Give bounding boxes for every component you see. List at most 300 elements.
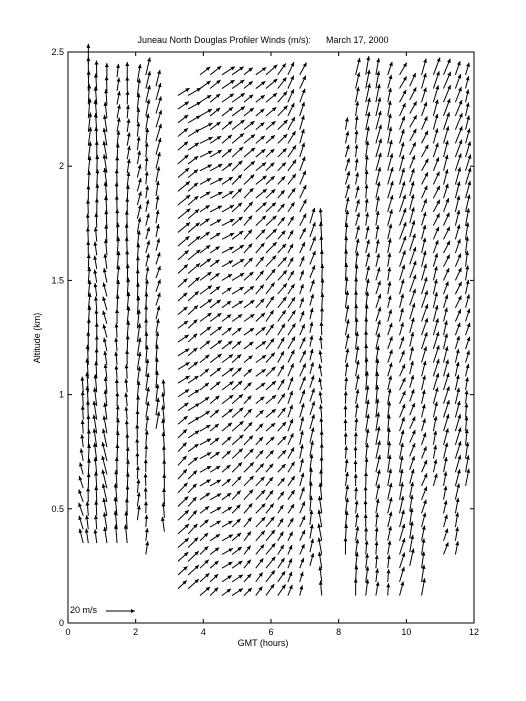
wind-vector — [356, 375, 360, 390]
wind-vector — [364, 514, 368, 527]
wind-vector — [345, 363, 349, 377]
wind-vector — [266, 93, 277, 102]
wind-vector — [256, 243, 265, 253]
wind-vector — [200, 299, 212, 308]
wind-vector — [135, 410, 139, 424]
wind-vector — [244, 328, 254, 335]
wind-vector — [266, 229, 277, 239]
wind-vector — [178, 264, 188, 273]
wind-vector — [410, 549, 415, 566]
wind-vector — [345, 459, 349, 472]
wind-vector — [188, 305, 198, 314]
wind-vector — [188, 277, 199, 287]
wind-vector — [422, 390, 426, 404]
wind-vector — [266, 242, 277, 253]
wind-vector — [146, 401, 150, 417]
wind-vector — [137, 93, 141, 109]
wind-vector — [178, 155, 189, 164]
wind-vector — [137, 178, 141, 191]
wind-vector — [466, 294, 470, 308]
wind-vector — [222, 121, 232, 130]
wind-vector — [256, 397, 265, 404]
wind-vector — [244, 95, 253, 103]
wind-vector — [310, 427, 315, 442]
wind-vector — [94, 283, 98, 296]
wind-vector — [266, 570, 275, 582]
wind-vector — [376, 307, 381, 321]
wind-vector — [178, 566, 188, 575]
wind-vector — [355, 101, 359, 116]
wind-vector — [278, 351, 284, 362]
wind-vector — [146, 71, 151, 88]
wind-vector — [288, 257, 293, 266]
wind-vector — [444, 321, 448, 336]
wind-vector — [320, 443, 324, 458]
wind-vector — [422, 238, 427, 253]
wind-vector — [200, 587, 210, 596]
wind-vector — [400, 552, 406, 568]
wind-vector — [266, 490, 273, 499]
wind-vector — [443, 486, 447, 500]
wind-vector — [376, 320, 381, 335]
wind-vector — [455, 498, 459, 513]
wind-vector — [178, 538, 189, 548]
wind-vector — [78, 516, 83, 530]
wind-vector — [156, 306, 160, 320]
wind-vector — [288, 103, 294, 116]
wind-vector — [200, 259, 211, 267]
wind-vector — [232, 273, 244, 280]
wind-vector — [300, 76, 306, 89]
wind-vector — [388, 350, 393, 363]
wind-vector — [388, 512, 393, 527]
wind-vector — [288, 504, 294, 513]
wind-vector — [433, 373, 439, 390]
wind-vector — [135, 424, 139, 438]
wind-vector — [320, 456, 324, 472]
wind-vector — [81, 420, 85, 433]
wind-vector — [433, 157, 439, 171]
wind-vector — [188, 223, 200, 233]
wind-vector — [422, 513, 427, 527]
wind-vector — [87, 267, 91, 283]
wind-vector — [376, 294, 381, 308]
wind-vector — [178, 524, 189, 534]
wind-vector — [300, 185, 306, 198]
wind-vector — [222, 163, 232, 171]
wind-vector — [81, 406, 85, 420]
wind-vector — [200, 219, 210, 226]
wind-vector — [278, 190, 285, 198]
wind-vector — [188, 129, 200, 136]
wind-vector — [400, 336, 405, 348]
wind-vector — [210, 521, 221, 527]
wind-vector — [145, 186, 149, 199]
wind-vector — [178, 236, 189, 246]
wind-vector — [125, 350, 129, 365]
wind-vector — [400, 322, 404, 335]
wind-vector — [232, 368, 241, 377]
wind-vector — [87, 473, 91, 488]
wind-vector — [300, 417, 304, 431]
wind-vector — [146, 99, 151, 116]
wind-vector — [135, 452, 139, 465]
wind-vector — [232, 505, 240, 514]
wind-vector — [137, 218, 141, 233]
wind-vector — [188, 417, 200, 424]
wind-vector — [222, 80, 235, 88]
wind-vector — [222, 409, 233, 418]
wind-vector — [278, 393, 285, 403]
wind-vector — [310, 308, 314, 319]
wind-vector — [244, 258, 253, 267]
wind-vector — [444, 443, 449, 459]
wind-vector — [266, 423, 275, 431]
wind-vector — [93, 529, 97, 543]
wind-vector — [232, 245, 244, 253]
wind-vector — [376, 58, 380, 75]
wind-vector — [344, 391, 348, 404]
wind-vector — [300, 337, 306, 349]
wind-vector — [355, 116, 359, 130]
wind-vector — [300, 102, 305, 116]
wind-vector — [288, 337, 295, 349]
wind-vector — [116, 294, 120, 310]
wind-vector — [375, 555, 379, 568]
wind-vector — [146, 227, 150, 239]
wind-vector — [433, 402, 438, 418]
wind-vector — [354, 130, 358, 143]
wind-vector — [376, 182, 381, 199]
wind-vector — [79, 476, 84, 488]
wind-vector — [256, 109, 265, 116]
wind-vector — [210, 286, 220, 294]
wind-vector — [127, 132, 131, 145]
wind-vector — [376, 253, 380, 266]
x-tick-label: 4 — [200, 627, 206, 637]
wind-vector — [178, 321, 188, 329]
wind-vector — [156, 166, 160, 182]
wind-vector — [278, 337, 284, 349]
wind-vector — [318, 552, 322, 568]
wind-vector — [400, 456, 404, 472]
wind-vector — [210, 66, 221, 75]
wind-vector — [232, 354, 241, 362]
x-tick-label: 2 — [133, 627, 139, 637]
wind-vector — [210, 382, 220, 390]
wind-vector — [244, 574, 251, 582]
wind-vector — [244, 81, 253, 88]
wind-vector — [455, 153, 461, 170]
wind-vector — [345, 472, 349, 486]
wind-vector — [300, 311, 305, 322]
wind-vector — [178, 389, 189, 397]
wind-vector — [156, 252, 161, 264]
wind-vector — [266, 381, 276, 390]
wind-vector — [422, 87, 427, 102]
wind-vector — [222, 177, 233, 184]
wind-vector — [422, 199, 427, 212]
wind-vector — [319, 336, 323, 349]
wind-vector — [400, 364, 406, 376]
wind-vector — [444, 255, 450, 267]
wind-vector — [115, 392, 119, 406]
wind-vector — [300, 501, 305, 513]
wind-vector — [388, 526, 392, 541]
wind-vector — [422, 332, 428, 349]
wind-vector — [433, 227, 439, 239]
wind-vector — [156, 210, 160, 223]
wind-vector — [244, 449, 254, 459]
wind-vector — [256, 355, 266, 362]
wind-vector — [210, 452, 220, 459]
wind-vector — [178, 496, 188, 506]
wind-vector — [466, 337, 471, 349]
wind-vector — [114, 352, 118, 365]
wind-vector — [256, 285, 264, 295]
wind-vector — [188, 537, 198, 547]
wind-vector — [355, 251, 359, 266]
wind-vector — [266, 135, 275, 143]
wind-vector — [345, 171, 350, 184]
wind-vector — [136, 108, 140, 123]
wind-vector — [318, 364, 322, 376]
wind-vector — [400, 116, 406, 129]
wind-vector — [162, 502, 166, 518]
wind-vector — [178, 293, 187, 301]
wind-vector — [146, 85, 151, 102]
wind-vector — [410, 115, 417, 127]
wind-vector — [400, 63, 407, 75]
wind-vector — [365, 458, 369, 473]
wind-vector — [256, 369, 266, 376]
wind-vector — [178, 456, 187, 466]
wind-vector — [244, 422, 252, 431]
wind-vector — [86, 200, 90, 215]
wind-vector — [365, 554, 369, 569]
wind-vector — [278, 478, 285, 486]
wind-vector — [444, 308, 448, 322]
wind-vector — [410, 142, 416, 155]
wind-vector — [388, 75, 393, 89]
wind-vector — [300, 199, 307, 212]
wind-vector — [244, 68, 253, 75]
wind-vector — [156, 279, 161, 291]
wind-vector — [156, 181, 160, 196]
wind-vector — [376, 211, 380, 226]
wind-vector — [210, 313, 221, 321]
wind-vector — [256, 544, 264, 554]
wind-vector — [144, 515, 148, 527]
wind-vector — [137, 191, 142, 205]
wind-vector — [354, 446, 358, 458]
wind-vector — [320, 293, 324, 308]
wind-vector — [188, 291, 199, 301]
wind-vector — [278, 505, 284, 513]
wind-vector — [310, 280, 315, 292]
wind-vector — [94, 227, 98, 241]
wind-vector — [466, 128, 471, 143]
wind-vector — [400, 308, 404, 321]
wind-vector — [278, 63, 286, 74]
wind-vector — [256, 149, 266, 157]
wind-vector — [319, 322, 323, 335]
wind-vector — [104, 364, 108, 379]
wind-vector — [466, 89, 470, 102]
wind-vector — [466, 168, 472, 185]
wind-vector — [145, 430, 149, 445]
wind-vector — [200, 425, 211, 431]
wind-vector — [210, 561, 218, 568]
wind-vector — [210, 327, 222, 336]
wind-vector — [266, 216, 277, 226]
wind-vector — [278, 491, 284, 499]
wind-vector — [115, 309, 119, 324]
wind-vector — [366, 240, 370, 253]
wind-vector — [400, 294, 405, 308]
wind-vector — [433, 213, 439, 225]
wind-vector — [278, 270, 287, 280]
y-tick-label: 1 — [58, 389, 64, 400]
wind-vector — [232, 575, 243, 582]
wind-vector — [232, 106, 245, 115]
wind-vector — [256, 229, 266, 239]
wind-vector — [232, 519, 241, 527]
wind-vector — [156, 138, 162, 155]
wind-vector — [266, 65, 277, 75]
wind-vector — [288, 419, 293, 431]
wind-vector — [102, 324, 106, 337]
wind-vector — [310, 208, 315, 223]
wind-vector — [244, 462, 254, 472]
wind-vector — [278, 584, 286, 595]
wind-vector — [422, 460, 428, 472]
wind-vector — [455, 323, 460, 336]
wind-vector — [400, 76, 407, 88]
wind-vector — [256, 216, 266, 226]
wind-vector — [266, 107, 276, 116]
wind-vector — [146, 387, 150, 404]
wind-vector — [200, 480, 211, 486]
wind-vector — [117, 118, 121, 132]
wind-vector — [288, 572, 292, 582]
wind-vector — [200, 67, 210, 75]
wind-vector — [356, 186, 360, 198]
wind-vector — [376, 484, 380, 500]
wind-vector — [365, 443, 369, 458]
wind-vector — [410, 430, 416, 443]
wind-vector — [200, 383, 209, 390]
wind-vector — [244, 382, 251, 390]
x-axis-label: GMT (hours) — [237, 638, 289, 648]
wind-vector — [455, 167, 461, 184]
wind-vector — [300, 115, 305, 129]
wind-vector — [278, 558, 285, 568]
wind-vector — [105, 63, 109, 77]
wind-vector — [400, 265, 406, 281]
wind-vector — [244, 202, 253, 212]
wind-vector — [344, 377, 348, 390]
wind-vector — [156, 195, 160, 209]
wind-vector — [103, 268, 107, 283]
wind-vector — [222, 301, 231, 308]
wind-vector — [232, 314, 242, 321]
wind-vector — [410, 469, 415, 484]
wind-vector — [309, 468, 313, 484]
wind-vector — [178, 469, 187, 479]
wind-vector — [400, 443, 404, 459]
wind-vector — [278, 77, 287, 88]
wind-vector — [444, 140, 449, 157]
wind-vector — [188, 471, 197, 480]
wind-vector — [144, 473, 148, 486]
wind-vector — [188, 431, 199, 438]
wind-vector — [345, 131, 349, 143]
wind-vector — [309, 454, 313, 470]
wind-vector — [365, 212, 369, 225]
wind-vector — [443, 472, 447, 486]
wind-vector — [144, 459, 148, 472]
wind-vector — [266, 79, 277, 89]
wind-vector — [309, 335, 313, 346]
wind-vector — [178, 442, 187, 451]
wind-vector — [310, 375, 315, 388]
wind-vector — [320, 278, 324, 294]
wind-vector — [222, 67, 235, 75]
wind-vector — [433, 128, 438, 143]
wind-vector — [320, 431, 324, 445]
wind-vector — [433, 71, 439, 88]
wind-vector — [266, 464, 273, 473]
wind-vector — [288, 76, 294, 89]
wind-vector — [266, 367, 276, 377]
wind-vector — [410, 289, 416, 306]
wind-vector — [376, 281, 381, 294]
wind-vector — [80, 434, 84, 447]
wind-vector — [400, 391, 406, 404]
wind-vector — [178, 552, 188, 561]
wind-vector — [288, 297, 295, 308]
wind-vector — [355, 526, 359, 541]
wind-vector — [410, 168, 415, 182]
wind-vector — [244, 490, 253, 500]
wind-vector — [81, 391, 85, 406]
wind-vector — [376, 455, 381, 472]
wind-vector — [455, 455, 461, 472]
wind-vector — [410, 375, 414, 388]
wind-vector — [188, 334, 197, 342]
wind-vector — [444, 281, 449, 294]
wind-vector — [200, 81, 211, 89]
wind-vector — [310, 349, 314, 360]
wind-vector — [86, 185, 90, 200]
wind-vector — [444, 241, 450, 253]
wind-vector — [355, 404, 359, 418]
wind-vector — [244, 188, 254, 198]
wind-vector — [444, 542, 449, 554]
wind-vector — [422, 487, 428, 500]
wind-vector — [178, 195, 190, 205]
wind-vector — [433, 459, 437, 472]
wind-vector — [155, 332, 159, 347]
wind-vector — [288, 117, 295, 130]
wind-vector — [300, 63, 307, 75]
wind-vector — [309, 482, 313, 498]
wind-vector — [433, 474, 437, 486]
wind-vector — [136, 396, 140, 411]
wind-vector — [288, 310, 296, 321]
wind-vector — [256, 410, 264, 417]
